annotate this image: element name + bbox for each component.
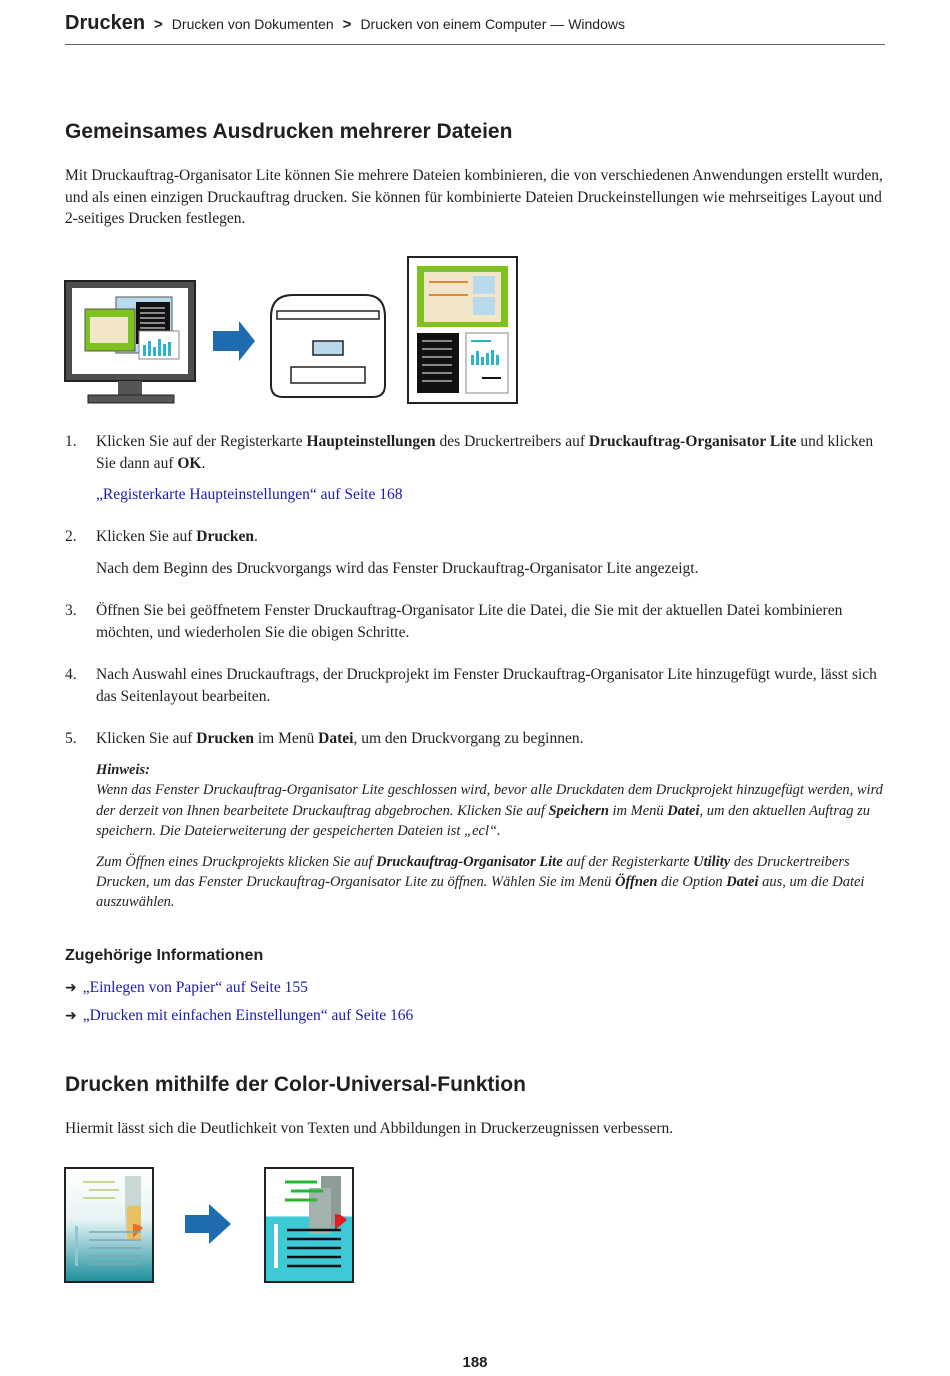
step-text: Öffnen Sie bei geöffnetem Fenster Druckauftrag-Organisator Lite die Datei, die Sie mit der aktuellen Datei kombinieren möchten, und wiederholen Sie die obigen Schritte. — [96, 602, 843, 641]
section-title: Drucken mithilfe der Color-Universal-Funktion — [65, 1073, 526, 1096]
breadcrumb-item[interactable]: Drucken von einem Computer — Windows — [360, 16, 625, 32]
breadcrumb-separator: > — [154, 16, 163, 33]
note-paragraph: Wenn das Fenster Druckauftrag-Organisator Lite geschlossen wird, bevor alle Druckdaten dem Druckprojekt hinzugefügt werden, wird der derzeit von Ihnen bearbeitete Druckauftrag abgebrochen. Klicken Sie auf Speichern im Menü Datei, um den aktuellen Auftrag zu speichern. Die Dateierweiterung der gespeicherten Dateien ist „ecl“. — [96, 782, 883, 840]
related-link-item — [65, 977, 308, 999]
list-item — [65, 526, 885, 548]
related-info-heading: Zugehörige Informationen — [65, 947, 264, 964]
note-paragraph: Zum Öffnen eines Druckprojekts klicken Sie auf Druckauftrag-Organisator Lite auf der Registerkarte Utility des Druckertreibers Drucken, um das Fenster Druckauftrag-Organisator Lite zu öffnen. Wählen Sie im Menü Öffnen die Option Datei aus, um die Datei auszuwählen. — [96, 853, 865, 911]
arrow-right-icon: ➜ — [65, 1008, 77, 1024]
step-number: 3. — [65, 602, 77, 619]
step-text: Klicken Sie auf der Registerkarte Haupteinstellungen des Druckertreibers auf Druckauftrag-Organisator Lite und klicken Sie dann auf OK. — [96, 433, 874, 472]
note-heading: Hinweis: — [96, 762, 150, 778]
intro-paragraph: Hiermit lässt sich die Deutlichkeit von Texten und Abbildungen in Druckerzeugnissen verbessern. — [65, 1120, 674, 1137]
arrow-icon — [185, 1204, 231, 1244]
related-link[interactable]: „Drucken mit einfachen Einstellungen“ auf Seite 166 — [82, 1007, 414, 1024]
combined-page-icon — [408, 257, 517, 403]
step-text: Klicken Sie auf Drucken im Menü Datei, um den Druckvorgang zu beginnen. — [96, 730, 584, 747]
page-before-icon — [65, 1168, 153, 1282]
arrow-right-icon: ➜ — [65, 980, 77, 996]
breadcrumb-separator: > — [342, 16, 352, 33]
intro-paragraph: Mit Druckauftrag-Organisator Lite können Sie mehrere Dateien kombinieren, die von verschiedenen Anwendungen erstellt wurden, und als einen einzigen Druckauftrag drucken. Sie können für kombinierte Dateien Druckeinstellungen wie mehrseitiges Layout und 2-seitiges Drucken festlegen. — [65, 167, 883, 227]
color-universal-illustration — [63, 1166, 358, 1286]
page-after-icon — [265, 1168, 353, 1282]
list-item — [65, 664, 885, 707]
printer-icon — [271, 295, 385, 397]
related-link-item — [65, 1005, 413, 1027]
cross-reference-link[interactable]: „Registerkarte Haupteinstellungen“ auf Seite 168 — [96, 486, 403, 503]
combine-jobs-illustration — [63, 255, 523, 407]
list-item — [65, 431, 885, 474]
step-text: Nach Auswahl eines Druckauftrags, der Druckprojekt im Fenster Druckauftrag-Organisator Lite hinzugefügt wurde, lässt sich das Seitenlayout bearbeiten. — [96, 666, 877, 705]
step-number: 5. — [65, 730, 77, 747]
step-number: 1. — [65, 433, 77, 450]
step-text: Klicken Sie auf Drucken. — [96, 528, 258, 545]
breadcrumb-item[interactable]: Drucken von Dokumenten — [171, 16, 334, 32]
breadcrumb-root[interactable]: Drucken — [65, 12, 146, 34]
step-number: 4. — [65, 666, 77, 683]
section-title: Gemeinsames Ausdrucken mehrerer Dateien — [65, 120, 513, 143]
monitor-icon — [65, 281, 195, 403]
page-number: 188 — [462, 1354, 488, 1371]
list-item — [65, 728, 885, 750]
note-box — [96, 760, 886, 913]
list-item — [65, 600, 885, 643]
step-number: 2. — [65, 528, 77, 545]
breadcrumb — [65, 12, 885, 45]
arrow-icon — [213, 321, 255, 361]
related-link[interactable]: „Einlegen von Papier“ auf Seite 155 — [82, 979, 308, 996]
step-detail: Nach dem Beginn des Druckvorgangs wird das Fenster Druckauftrag-Organisator Lite angezeigt. — [96, 560, 699, 577]
